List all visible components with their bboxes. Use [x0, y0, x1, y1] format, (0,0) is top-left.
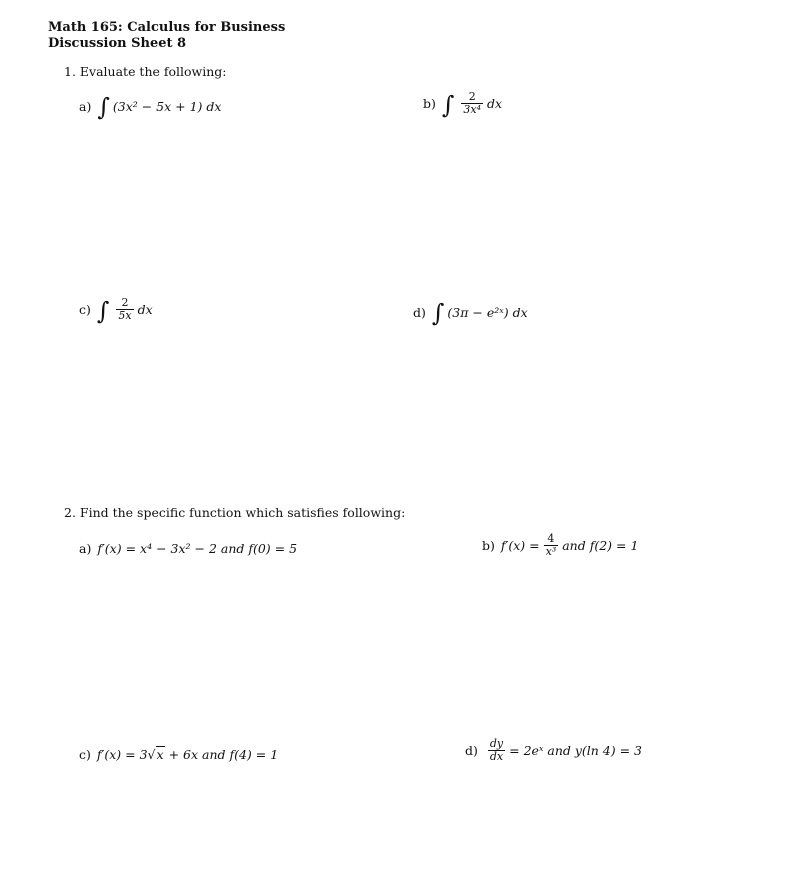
- q2c-post: + 6x and f(4) = 1: [168, 746, 279, 762]
- integral-icon: ∫: [431, 299, 445, 327]
- q2-part-d: [465, 738, 642, 763]
- document-header: [48, 20, 285, 52]
- q2b-numerator: 4: [547, 532, 555, 545]
- q2b-lhs: f′(x) =: [500, 538, 540, 553]
- q2d-rhs: = 2eˣ and y(ln 4) = 3: [509, 743, 643, 758]
- q1c-label: c): [79, 302, 91, 317]
- q2b-fraction: [544, 533, 559, 558]
- q2d-fraction: [488, 738, 505, 763]
- q2-part-b: [482, 533, 638, 558]
- q1-part-b: [423, 90, 503, 119]
- q1-part-c: [79, 296, 153, 325]
- q2d-numerator: dy: [489, 737, 504, 750]
- sheet-title: Discussion Sheet 8: [48, 36, 187, 51]
- q1a-expression: (3x² − 5x + 1) dx: [112, 98, 222, 114]
- q2c-radicand: x: [156, 747, 164, 762]
- q2d-label: d): [465, 743, 478, 758]
- q2-part-a: [79, 541, 297, 556]
- q1b-fraction: [461, 91, 483, 116]
- q2-part-c: [79, 746, 278, 762]
- q1a-label: a): [79, 98, 92, 114]
- q2b-label: b): [482, 538, 495, 553]
- q1b-label: b): [423, 96, 436, 111]
- q2a-label: a): [79, 541, 92, 556]
- q1c-numerator: 2: [121, 296, 129, 309]
- q2c-pre: f′(x) = 3: [96, 746, 148, 762]
- q1d-label: d): [413, 304, 426, 320]
- question-1-heading: 1. Evaluate the following:: [64, 64, 227, 79]
- q2c-label: c): [79, 746, 91, 762]
- integral-icon: ∫: [96, 296, 110, 325]
- q1b-differential: dx: [487, 96, 503, 111]
- q2a-expression: f′(x) = x⁴ − 3x² − 2 and f(0) = 5: [97, 541, 298, 556]
- integral-icon: ∫: [441, 90, 455, 119]
- q2b-denominator: x³: [545, 545, 557, 558]
- sqrt-icon: √: [147, 746, 156, 762]
- q1d-expression: (3π − e²ˣ) dx: [447, 304, 528, 320]
- q2d-denominator: dx: [489, 750, 504, 763]
- q1b-numerator: 2: [468, 90, 476, 103]
- question-2-heading: 2. Find the specific function which satisfies following:: [64, 505, 406, 520]
- q1-part-d: [413, 299, 528, 327]
- q1b-denominator: 3x⁴: [463, 103, 482, 116]
- integral-icon: ∫: [97, 93, 110, 121]
- q2b-rhs: and f(2) = 1: [562, 538, 639, 553]
- course-title: Math 165: Calculus for Business: [48, 20, 286, 35]
- q1c-fraction: [116, 297, 133, 322]
- q1c-denominator: 5x: [118, 309, 132, 322]
- q1c-differential: dx: [137, 302, 153, 317]
- q1-part-a: [79, 93, 222, 121]
